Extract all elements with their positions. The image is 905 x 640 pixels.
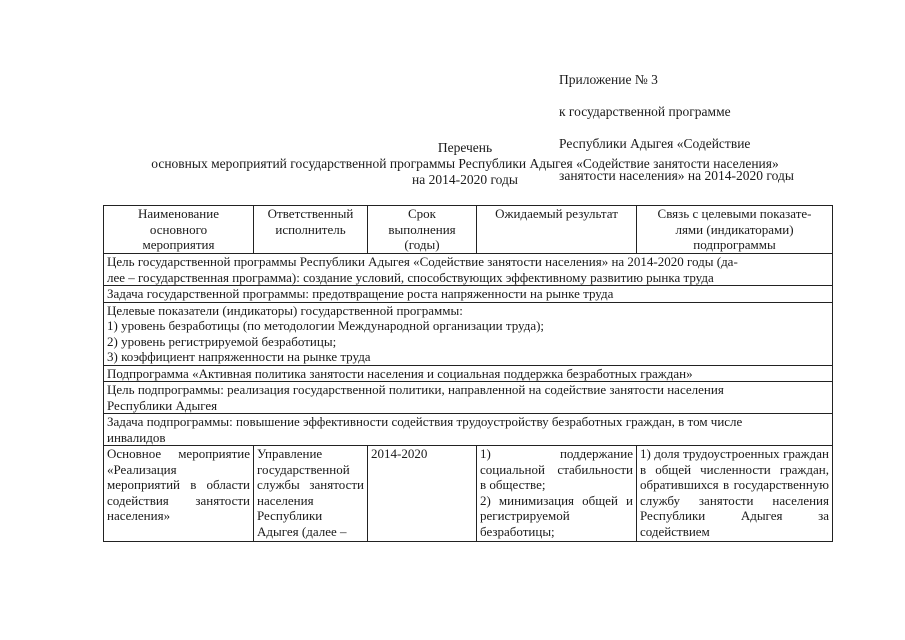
table-row: [104, 365, 833, 382]
annex-line-3: Республики Адыгея «Содействие: [559, 136, 751, 151]
table-row: [104, 414, 833, 446]
annex-line-1: Приложение № 3: [559, 72, 658, 87]
header-cell-result: Ожидаемый результат: [477, 206, 637, 254]
annex-line-4: занятости населения» на 2014-2020 годы: [559, 168, 794, 183]
subprogram-title-cell: Подпрограмма «Активная политика занятости населения и социальная поддержка безработных граждан»: [104, 365, 833, 382]
item-link-cell: 1) доля трудоустроенных граждан в общей численности граждан, обратившихся в государственную службу занятости населения Республики Адыгея за содействием: [637, 446, 833, 542]
header-cell-name: Наименование основного мероприятия: [104, 206, 254, 254]
title-line-3: на 2014-2020 годы: [412, 172, 518, 187]
program-task-cell: Задача государственной программы: предотвращение роста напряженности на рынке труда: [104, 286, 833, 303]
item-period-cell: 2014-2020: [368, 446, 477, 542]
item-executor-cell: Управление государственной службы занятости населения Республики Адыгея (далее –: [254, 446, 368, 542]
table-row: [104, 286, 833, 303]
program-goal-cell: Цель государственной программы Республики Адыгея «Содействие занятости населения» на 2014-2020 годы (да- лее – государственная программа): создание условий, способствующих эффективному развитию рынка труда: [104, 254, 833, 286]
table-row: [104, 302, 833, 365]
table-row: [104, 446, 833, 542]
program-indicators-cell: Целевые показатели (индикаторы) государственной программы: 1) уровень безработицы (по методологии Международной организации труда); 2) уровень регистрируемой безработицы; 3) коэффициент напряженности на рынке труда: [104, 302, 833, 365]
header-cell-link: Связь с целевыми показате- лями (индикаторами) подпрограммы: [637, 206, 833, 254]
table-header-row: [104, 206, 833, 254]
subprogram-task-cell: Задача подпрограммы: повышение эффективности содействия трудоустройству безработных граждан, в том числе инвалидов: [104, 414, 833, 446]
table-row: [104, 382, 833, 414]
header-cell-executor: Ответственный исполнитель: [254, 206, 368, 254]
document-title: [104, 140, 826, 188]
item-result-cell: 1) поддержание социальной стабильности в обществе; 2) минимизация общей и регистрируемой безработицы;: [477, 446, 637, 542]
annex-line-2: к государственной программе: [559, 104, 731, 119]
measures-table: [103, 205, 833, 542]
subprogram-goal-cell: Цель подпрограммы: реализация государственной политики, направленной на содействие занятости населения Республики Адыгея: [104, 382, 833, 414]
title-line-1: Перечень: [437, 140, 493, 155]
table-row: [104, 254, 833, 286]
item-name-cell: Основное мероприятие «Реализация мероприятий в области содействия занятости населения»: [104, 446, 254, 542]
title-line-2: основных мероприятий государственной программы Республики Адыгея «Содействие занятости населения»: [151, 156, 779, 171]
header-cell-period: Срок выполнения (годы): [368, 206, 477, 254]
